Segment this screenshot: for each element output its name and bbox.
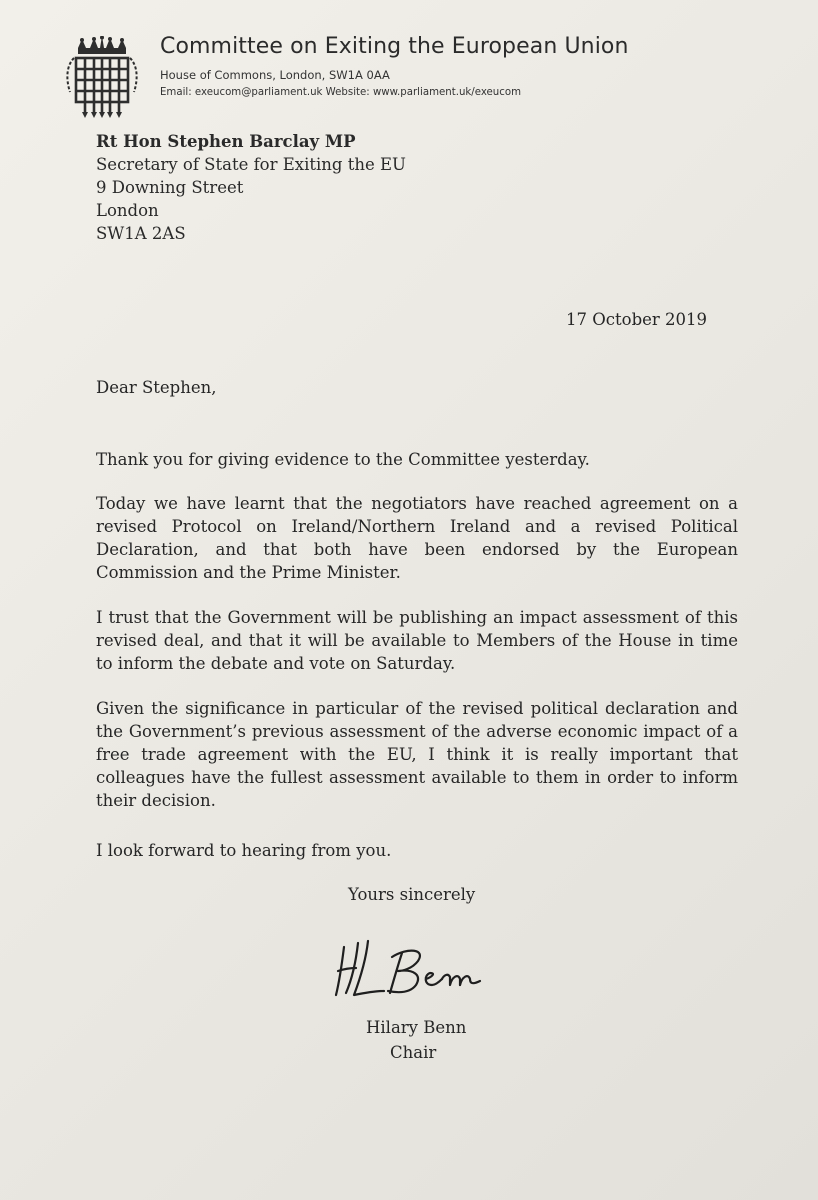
portcullis-icon [64,36,140,120]
recipient-line: Secretary of State for Exiting the EU [96,155,406,174]
committee-contact: Email: exeucom@parliament.uk Website: www.parliament.uk/exeucom [160,87,522,98]
recipient-line: London [96,201,159,220]
handwritten-signature [330,935,490,1005]
body-paragraph: I look forward to hearing from you. [96,841,392,860]
body-paragraph: I trust that the Government will be publishing an impact assessment of this revised deal, and that it will be available to Members of the House in time to inform the debate and vote on Saturday. [96,608,738,673]
letter-date: 17 October 2019 [566,310,708,329]
committee-address: House of Commons, London, SW1A 0AA [160,68,390,82]
recipient-name: Rt Hon Stephen Barclay MP [96,132,356,151]
signer-name: Hilary Benn [366,1018,467,1037]
recipient-block [96,130,406,245]
recipient-line: 9 Downing Street [96,178,244,197]
body-paragraph: Today we have learnt that the negotiators have reached agreement on a revised Protocol on Ireland/Northern Ireland and a revised Political Declaration, and that both have been endorsed by the European Commission and the Prime Minister. [96,494,738,582]
recipient-line: SW1A 2AS [96,224,186,243]
signer-role: Chair [390,1043,437,1062]
body-paragraph: Thank you for giving evidence to the Committee yesterday. [96,450,590,469]
body-paragraph: Given the significance in particular of the revised political declaration and the Government’s previous assessment of the adverse economic impact of a free trade agreement with the EU, I think it is really important that colleagues have the fullest assessment available to them in order to inform their decision. [96,699,738,810]
closing: Yours sincerely [348,885,476,904]
salutation: Dear Stephen, [96,378,217,397]
committee-name: Committee on Exiting the European Union [160,34,629,59]
